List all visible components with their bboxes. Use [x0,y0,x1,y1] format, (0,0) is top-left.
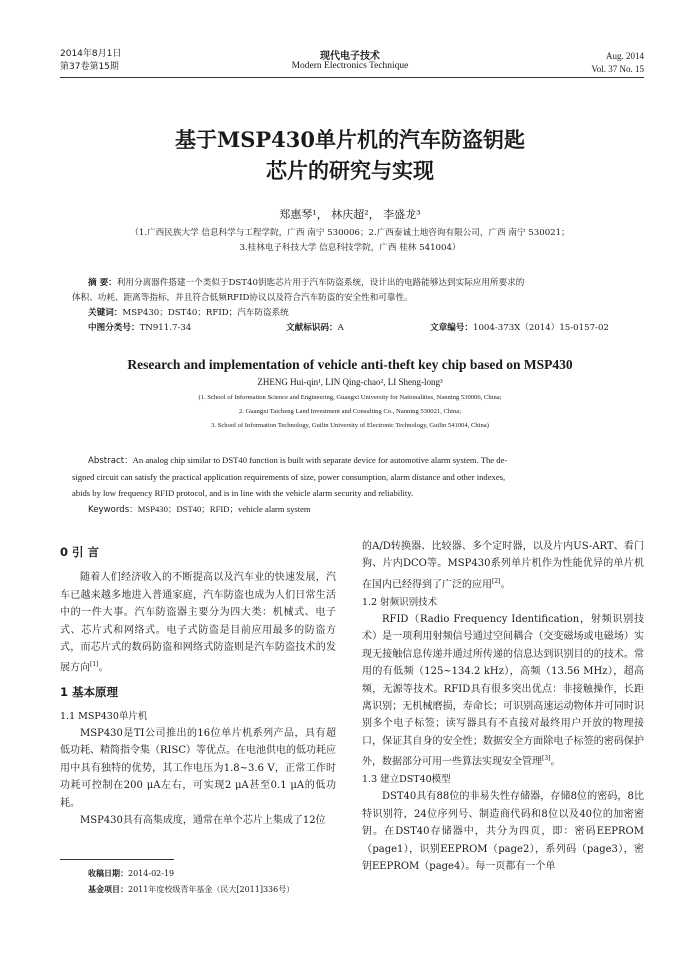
paper-title-en: Research and implementation of vehicle anti-theft key chip based on MSP430 [127,357,573,372]
abstract-en-label: Abstract： [88,456,133,466]
article-id-label: 文章编号： [430,323,473,333]
abstract-cn-label: 摘 要： [88,278,117,288]
affiliation-en-3: 3. School of Information Technology, Guilin University of Electronic Technology, Guilin 541004, China) [211,422,489,429]
paper-title-line1: 基于MSP430单片机的汽车防盗钥匙 [174,127,526,152]
keywords-en: MSP430；DST40；RFID；vehicle alarm system [137,504,311,514]
left-column [60,544,336,829]
article-id: 1004-373X（2014）15-0157-02 [472,323,609,333]
abstract-en-line1: An analog chip similar to DST40 function is built with separate device for automotive alarm system. The de- [132,455,508,465]
abstract-en-line2: signed circuit can satisfy the practical application requirements of size, power consumption, alarm distance and other indexes, [72,472,506,482]
footnote-fund: 基金项目：2011年度校级青年基金（民大[2011]336号） [88,885,295,894]
footnote-received: 收稿日期：2014-02-19 [88,869,175,878]
msp430-paragraph: MSP430是TI公司推出的16位单片机系列产品，具有超低功耗、精简指令集（RISC）等优点。在电池供电的低功耗应用中具有独特的优势，其工作电压为1.8~3.6 V，正常工作时功耗可控制在200 μA左右，可实现2 μA甚至0.1 μA的低功耗。 [60,727,336,809]
keywords-cn: MSP430；DST40；RFID；汽车防盗系统 [122,308,289,318]
clc-number: TN911.7-34 [139,323,192,333]
section-1-3-heading: 1.3 建立DST40模型 [362,773,451,785]
authors-en: ZHENG Hui-qin¹, LIN Qing-chao², LI Sheng-long³ [257,377,443,387]
affiliation-cn-1: （1.广西民族大学 信息科学与工程学院，广西 南宁 530006；2.广西泰诚土地咨询有限公司，广西 南宁 530021； [130,228,570,238]
rfid-paragraph: RFID（Radio Frequency Identification，射频识别技术）是一项利用射频信号通过空间耦合（交变磁场或电磁场）实现无接触信息传递并通过所传递的信息达到识别目的的技术。常用的有低频（125~134.2 kHz），高频（13.56 MHz），超高频，无源等技术。RFID具有很多突出优点：非接触操作，长距离识别；无机械磨损，寿命长；可识别高速运动物体并可同时识别多个电子标签；读写器具有不直接对最终用户开放的物理接口，保证其自身的安全性；数据安全方面除电子标签的密码保护外，数据部分可用一些算法实现安全管理[3]。 [362,613,644,768]
abstract-en [72,452,632,518]
header-rule [60,77,644,78]
right-column [362,538,644,875]
dst40-paragraph: DST40具有88位的非易失性存储器，存储8位的密码，8比特识别符，24位序列号、制造商代码和8位以及40位的加密密钥。在DST40存储器中，共分为四页，即：密码EEPROM（page1），识别EEPROM（page2），系列码（page3），密钥EEPROM（page4）。每一页都有一个单 [362,791,644,872]
keywords-cn-label: 关键词： [88,308,123,318]
section-1-1-heading: 1.1 MSP430单片机 [60,710,148,722]
authors-cn: 郑惠琴¹， 林庆超²， 李盛龙³ [279,208,421,221]
doc-code: A [337,323,344,333]
header-date-en: Aug. 2014 [606,51,644,61]
affiliation-en-1: (1. School of Information Science and Engineering, Guangxi University for Nationalities, Nanning 530006, China; [198,394,502,401]
footnote-rule [60,859,174,860]
paper-title-line2: 芯片的研究与实现 [266,158,434,183]
header-date: 2014年8月1日 [60,49,122,59]
abstract-cn [72,276,632,336]
abstract-cn-line2: 体积、功耗、距离等指标，并且符合低频RFID协议以及符合汽车防盗的安全性和可靠性。 [72,293,413,303]
abstract-en-line3: abids by low frequency RFID protocol, and is in line with the vehicle alarm security and reliability. [72,488,414,498]
clc-label: 中图分类号： [88,323,140,333]
journal-name-en: Modern Electronics Technique [291,61,409,71]
section-1-heading: 1 基本原理 [60,685,119,700]
section-0-heading: 0 引 言 [60,545,100,559]
header-volume-en: Vol. 37 No. 15 [591,64,644,74]
affiliation-en-2: 2. Guangxi Taicheng Land Investment and Consulting Co., Nanning 530021, China; [238,408,462,415]
header-volume-cn: 第37卷第15期 [60,62,119,72]
section-1-2-heading: 1.2 射频识别技术 [362,596,438,608]
abstract-cn-line1: 利用分离器件搭建一个类似于DST40钥匙芯片用于汽车防盗系统，设计出的电路能够达到实际应用所要求的 [116,278,525,288]
keywords-en-label: Keywords： [88,505,138,515]
journal-name-cn: 现代电子技术 [320,51,380,62]
continued-paragraph: 的A/D转换器、比较器、多个定时器，以及片内US-ART、看门狗、片内DCO等。MSP430系列单片机作为性能优异的单片机在国内已经得到了广泛的应用[2]。 [362,541,644,591]
msp430-paragraph-2: MSP430具有高集成度，通常在单个芯片上集成了12位 [80,815,326,827]
affiliation-cn-2: 3.桂林电子科技大学 信息科技学院，广西 桂林 541004） [239,243,461,253]
intro-paragraph: 随着人们经济收入的不断提高以及汽车业的快速发展，汽车已越来越多地进入普通家庭，汽车防盗也成为人们日常生活中的一件大事。汽车防盗器主要分为四大类：机械式、电子式、芯片式和网络式。电子式防盗是目前应用最多的防盗方式，而芯片式的数码防盗和网络式防盗则是汽车防盗技术的发展方向[1]。 [60,572,336,674]
doc-code-label: 文献标识码： [286,323,338,333]
